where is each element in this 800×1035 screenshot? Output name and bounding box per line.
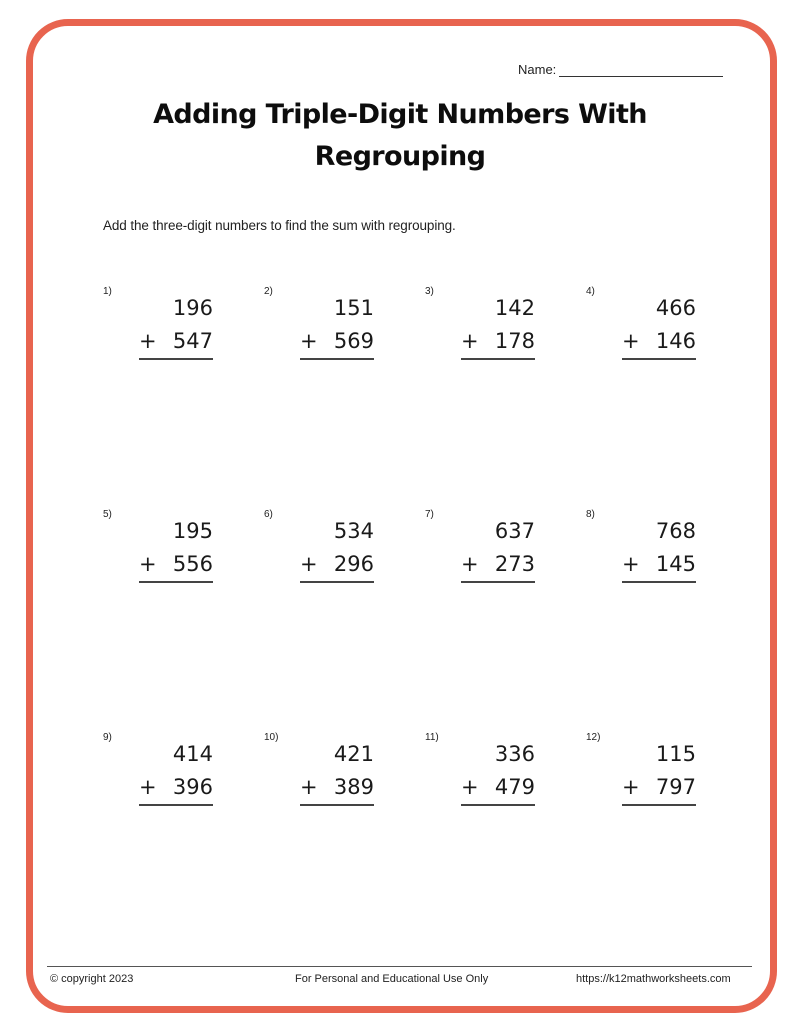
answer-line [622, 358, 696, 360]
problem-4 [586, 286, 696, 376]
answer-line [139, 804, 213, 806]
problem-9 [103, 732, 213, 822]
addend-bottom-row [300, 552, 374, 576]
addend-bottom: 145 [655, 552, 696, 576]
answer-line [139, 358, 213, 360]
plus-operator: + [461, 552, 479, 576]
footer-copyright: © copyright 2023 [50, 973, 134, 985]
addend-bottom-row [622, 775, 696, 799]
addend-bottom-row [461, 329, 535, 353]
answer-line [622, 581, 696, 583]
plus-operator: + [622, 329, 640, 353]
problem-number: 4) [586, 286, 595, 297]
problem-1 [103, 286, 213, 376]
addend-bottom-row [461, 552, 535, 576]
plus-operator: + [622, 552, 640, 576]
problem-7 [425, 509, 535, 599]
plus-operator: + [461, 329, 479, 353]
addend-bottom-row [139, 552, 213, 576]
problem-number: 5) [103, 509, 112, 520]
problem-6 [264, 509, 374, 599]
addend-top: 466 [655, 296, 696, 320]
plus-operator: + [139, 775, 157, 799]
plus-operator: + [300, 552, 318, 576]
addend-bottom: 569 [333, 329, 374, 353]
answer-line [461, 358, 535, 360]
footer-website-link[interactable]: https://k12mathworksheets.com [576, 973, 731, 985]
addend-top: 151 [333, 296, 374, 320]
addend-bottom-row [139, 775, 213, 799]
answer-line [300, 804, 374, 806]
addend-top: 414 [172, 742, 213, 766]
answer-line [300, 358, 374, 360]
plus-operator: + [139, 329, 157, 353]
problem-3 [425, 286, 535, 376]
instructions: Add the three-digit numbers to find the sum with regrouping. [103, 218, 456, 233]
addend-bottom: 396 [172, 775, 213, 799]
addend-top: 637 [494, 519, 535, 543]
addend-bottom: 479 [494, 775, 535, 799]
footer-divider [47, 966, 752, 967]
plus-operator: + [622, 775, 640, 799]
problem-10 [264, 732, 374, 822]
addend-bottom: 389 [333, 775, 374, 799]
problem-2 [264, 286, 374, 376]
addend-bottom-row [139, 329, 213, 353]
title-line-2: Regrouping [314, 141, 486, 172]
plus-operator: + [139, 552, 157, 576]
problem-number: 1) [103, 286, 112, 297]
addend-top: 115 [655, 742, 696, 766]
addend-bottom: 296 [333, 552, 374, 576]
addend-top: 196 [172, 296, 213, 320]
addend-bottom-row [300, 775, 374, 799]
answer-line [139, 581, 213, 583]
addend-bottom: 273 [494, 552, 535, 576]
addend-top: 534 [333, 519, 374, 543]
problem-number: 10) [264, 732, 279, 743]
problem-number: 7) [425, 509, 434, 520]
addend-bottom-row [622, 552, 696, 576]
addend-bottom-row [622, 329, 696, 353]
addend-top: 336 [494, 742, 535, 766]
addend-top: 421 [333, 742, 374, 766]
addend-bottom: 797 [655, 775, 696, 799]
name-label: Name: [518, 62, 557, 77]
title-line-1: Adding Triple-Digit Numbers With [153, 99, 647, 130]
problem-8 [586, 509, 696, 599]
plus-operator: + [461, 775, 479, 799]
addend-top: 768 [655, 519, 696, 543]
problem-number: 11) [425, 732, 439, 743]
plus-operator: + [300, 329, 318, 353]
problem-number: 8) [586, 509, 595, 520]
problem-number: 9) [103, 732, 112, 743]
addend-bottom-row [461, 775, 535, 799]
addend-bottom: 556 [172, 552, 213, 576]
problem-12 [586, 732, 696, 822]
problem-number: 2) [264, 286, 273, 297]
plus-operator: + [300, 775, 318, 799]
answer-line [461, 804, 535, 806]
addend-bottom: 146 [655, 329, 696, 353]
name-field [518, 62, 723, 77]
addend-top: 195 [172, 519, 213, 543]
addend-top: 142 [494, 296, 535, 320]
problem-11 [425, 732, 535, 822]
problem-number: 12) [586, 732, 601, 743]
problem-number: 6) [264, 509, 273, 520]
name-blank-line[interactable] [559, 62, 723, 77]
answer-line [300, 581, 374, 583]
problem-number: 3) [425, 286, 434, 297]
addend-bottom: 178 [494, 329, 535, 353]
addend-bottom: 547 [172, 329, 213, 353]
page-title [80, 94, 720, 178]
problem-5 [103, 509, 213, 599]
answer-line [461, 581, 535, 583]
footer-usage-note: For Personal and Educational Use Only [295, 973, 489, 985]
addend-bottom-row [300, 329, 374, 353]
answer-line [622, 804, 696, 806]
